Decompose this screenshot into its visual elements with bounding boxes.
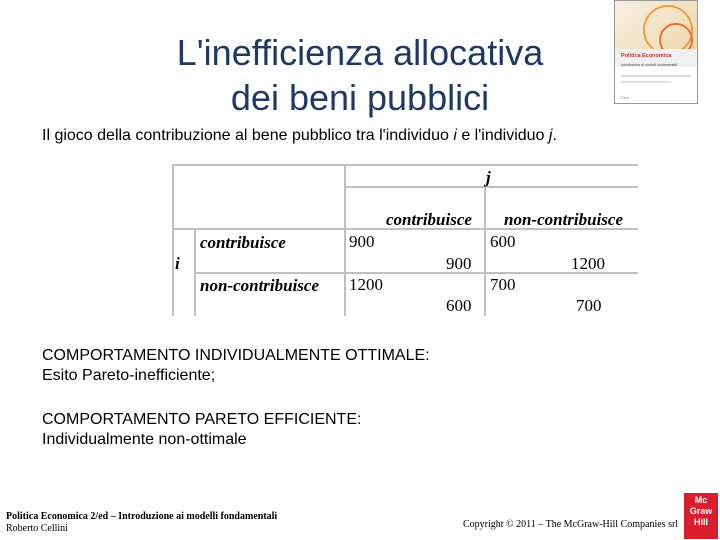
payoff-nc-j: 600 bbox=[446, 296, 472, 315]
title-line-2: dei beni pubblici bbox=[230, 77, 490, 118]
payoff-nn-i: 700 bbox=[490, 275, 516, 294]
footer-author: Roberto Cellini bbox=[6, 523, 68, 534]
player-i-label: i bbox=[175, 254, 180, 273]
footer-book-reference: Politica Economica 2/ed – Introduzione ai modelli fondamentali Roberto Cellini bbox=[6, 511, 278, 534]
book-cover-title: Politica Economica bbox=[621, 53, 672, 59]
footer-copyright: Copyright © 2011 – The McGraw-Hill Companies srl bbox=[463, 519, 679, 530]
payoff-nc-i: 1200 bbox=[349, 275, 383, 294]
payoff-cc-j: 900 bbox=[446, 254, 472, 273]
row-strategy-contribuisce: contribuisce bbox=[200, 233, 286, 252]
book-cover-image bbox=[614, 0, 698, 104]
player-j-ref: j bbox=[548, 127, 553, 144]
payoff-cn-j: 1200 bbox=[571, 254, 605, 273]
payoff-cn-i: 600 bbox=[490, 232, 516, 251]
title-line-1: L'inefficienza allocativa bbox=[176, 32, 544, 73]
payoff-cc-i: 900 bbox=[349, 232, 375, 251]
col-strategy-contribuisce: contribuisce bbox=[386, 210, 472, 229]
payoff-nn-j: 700 bbox=[576, 296, 602, 315]
player-i-ref: i bbox=[453, 127, 457, 144]
row-strategy-non-contribuisce: non-contribuisce bbox=[200, 276, 320, 295]
book-cover-subtitle: Introduzione ai modelli fondamentali bbox=[621, 63, 678, 67]
statement-pareto-efficient: COMPORTAMENTO PARETO EFFICIENTE: Individualmente non-ottimale bbox=[42, 411, 362, 448]
player-j-label: j bbox=[486, 168, 491, 187]
statement-individual-optimal: COMPORTAMENTO INDIVIDUALMENTE OTTIMALE: Esito Pareto-inefficiente; bbox=[42, 347, 430, 384]
intro-text: Il gioco della contribuzione al bene pubblico tra l'individuo i e l'individuo j. bbox=[42, 127, 557, 144]
mcgraw-hill-logo: Mc Graw Hill bbox=[684, 493, 718, 539]
slide-title bbox=[80, 30, 640, 120]
book-cover-edition: 2/ed bbox=[621, 95, 629, 100]
col-strategy-non-contribuisce: non-contribuisce bbox=[504, 210, 624, 229]
